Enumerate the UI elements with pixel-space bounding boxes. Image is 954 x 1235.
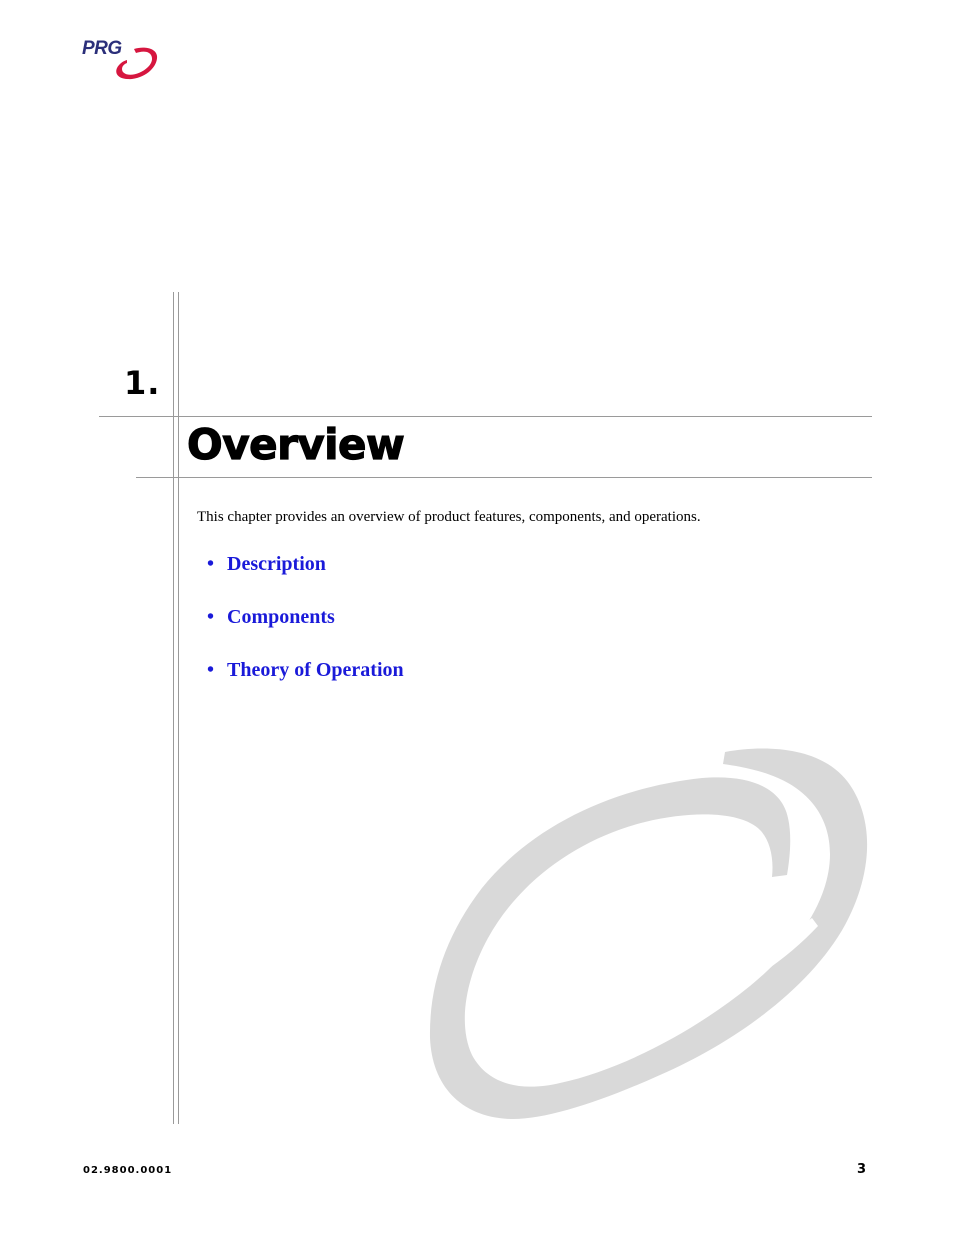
prg-logo: [82, 38, 162, 84]
toc-item-description[interactable]: [207, 553, 404, 606]
footer-doc-number: 02.9800.0001: [83, 1165, 173, 1176]
footer-page-number: 3: [857, 1162, 867, 1177]
toc-item-components[interactable]: [207, 606, 404, 659]
chapter-intro: This chapter provides an overview of product features, components, and operations.: [197, 509, 701, 525]
toc-link-components[interactable]: Components: [227, 606, 335, 628]
toc-bullet: •: [207, 553, 215, 575]
prg-swoosh-watermark-icon: [420, 740, 880, 1130]
chapter-title: Overview: [187, 420, 405, 469]
toc-bullet: •: [207, 606, 215, 628]
prg-swoosh-logo-icon: [112, 46, 160, 82]
toc-item-theory-of-operation[interactable]: [207, 659, 404, 712]
toc-link-description[interactable]: Description: [227, 553, 326, 575]
title-rule-bottom: [136, 477, 872, 478]
chapter-toc: [207, 553, 404, 712]
toc-link-theory-of-operation[interactable]: Theory of Operation: [227, 659, 404, 681]
logo-text: PRG: [82, 38, 122, 59]
chapter-number: 1.: [124, 364, 161, 402]
toc-bullet: •: [207, 659, 215, 681]
title-rule-top: [99, 416, 872, 417]
